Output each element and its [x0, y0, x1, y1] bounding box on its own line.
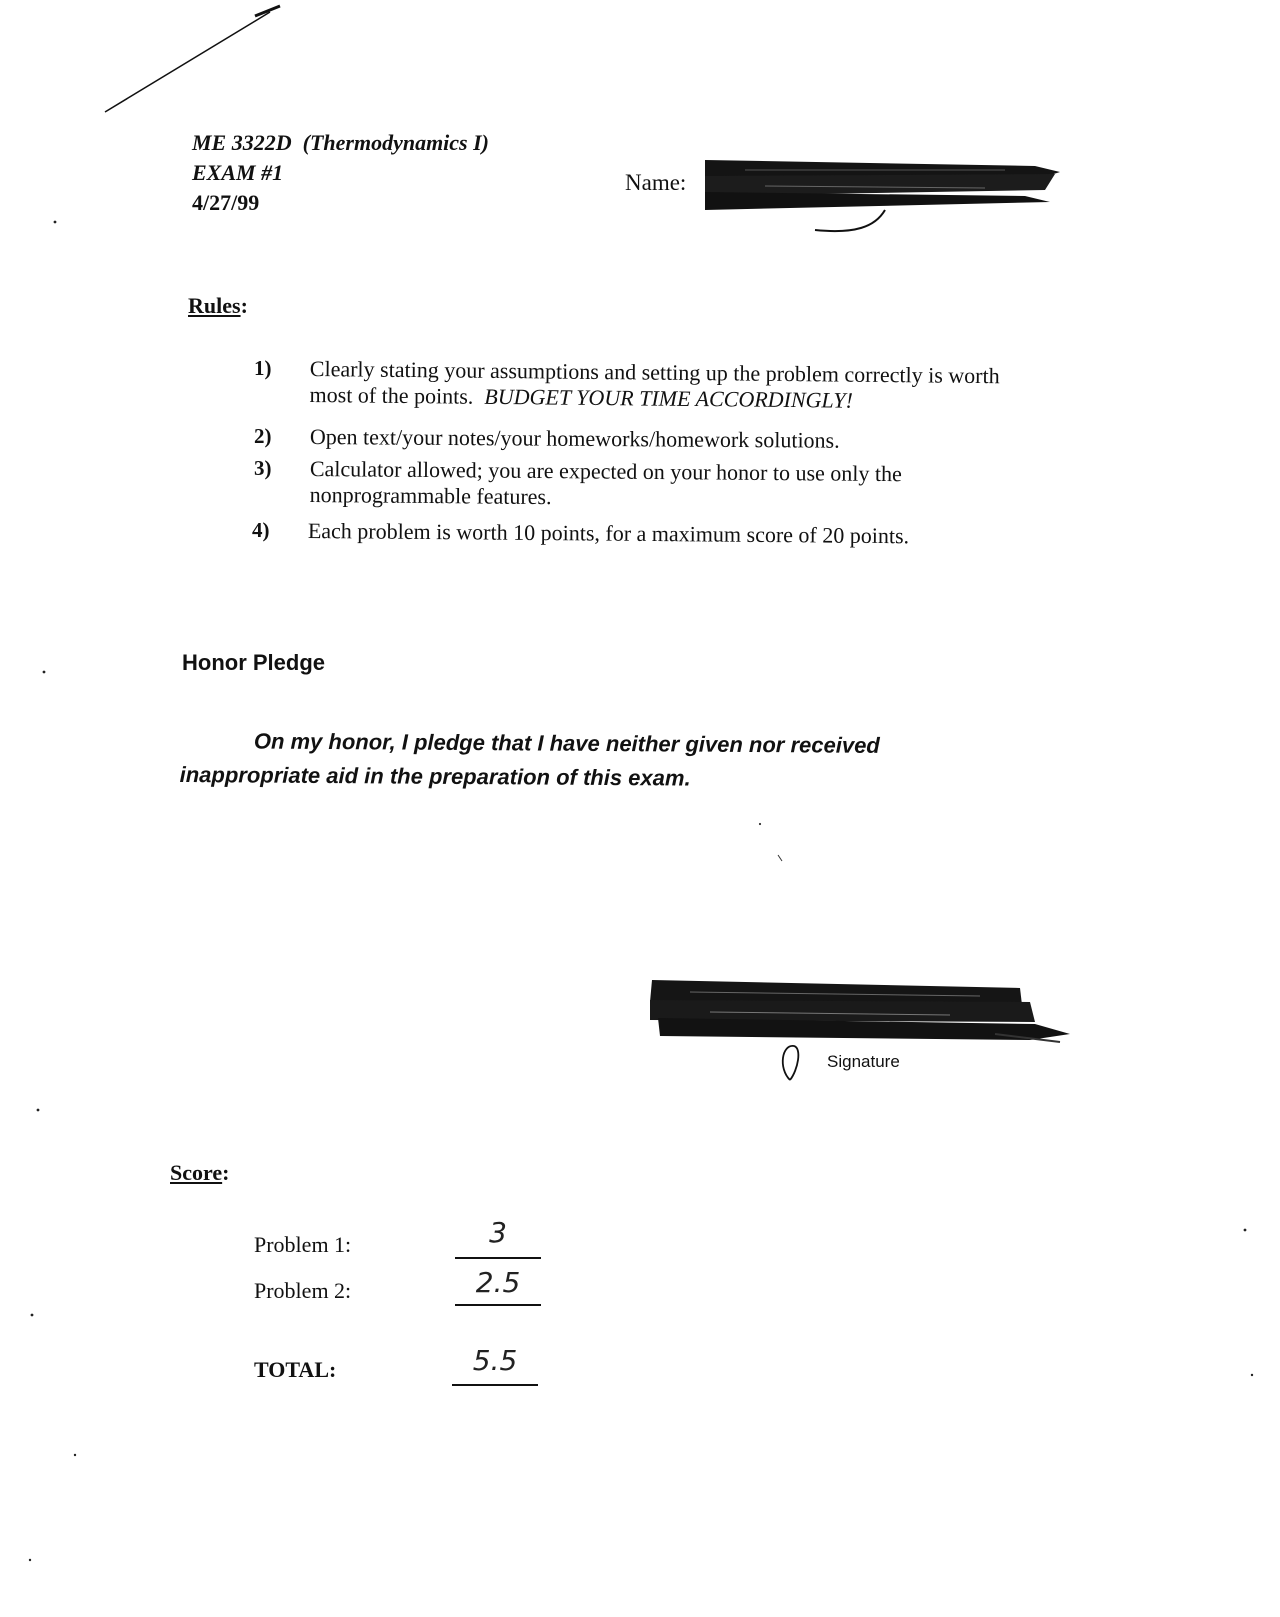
- score-total-label: TOTAL:: [254, 1357, 337, 1382]
- exam-date: 4/27/99: [192, 190, 260, 215]
- rule-number: 1): [254, 356, 272, 380]
- score-label-problem-2: Problem 2:: [254, 1278, 352, 1303]
- name-label: Name:: [625, 170, 687, 195]
- rule-emphasis: BUDGET YOUR TIME ACCORDINGLY!: [484, 383, 853, 413]
- honor-pledge-body: On my honor, I pledge that I have neither given nor received inappropriate aid in the preparation of this exam.: [179, 728, 880, 791]
- course-code: ME 3322D: [192, 130, 292, 155]
- score-heading-text: Score: [170, 1160, 223, 1185]
- rule-text: Each problem is worth 10 points, for a maximum score of 20 points.: [307, 518, 910, 549]
- signature-label: Signature: [827, 1052, 900, 1071]
- rule-text: Calculator allowed; you are expected on your honor to use only the nonprogrammable features.: [309, 456, 902, 510]
- rule-text: Open text/your notes/your homeworks/homework solutions.: [309, 424, 840, 453]
- rules-heading-text: Rules: [188, 293, 241, 318]
- rule-number: 4): [252, 518, 270, 542]
- score-value-problem-2: 2.5: [475, 1266, 521, 1299]
- score-label-problem-1: Problem 1:: [254, 1232, 352, 1257]
- honor-pledge-heading: Honor Pledge: [182, 650, 326, 675]
- rule-number: 2): [254, 424, 272, 448]
- rule-text-body: Clearly stating your assumptions and setting up the problem correctly is worth most of the points.: [309, 356, 1000, 409]
- exam-number: EXAM #1: [192, 160, 284, 185]
- rules-heading-colon: :: [240, 293, 248, 318]
- course-name: (Thermodynamics I): [302, 130, 490, 155]
- rule-number: 3): [254, 456, 272, 480]
- score-value-problem-1: 3: [489, 1216, 507, 1249]
- score-total-value: 5.5: [472, 1344, 518, 1377]
- score-heading-colon: :: [222, 1160, 230, 1185]
